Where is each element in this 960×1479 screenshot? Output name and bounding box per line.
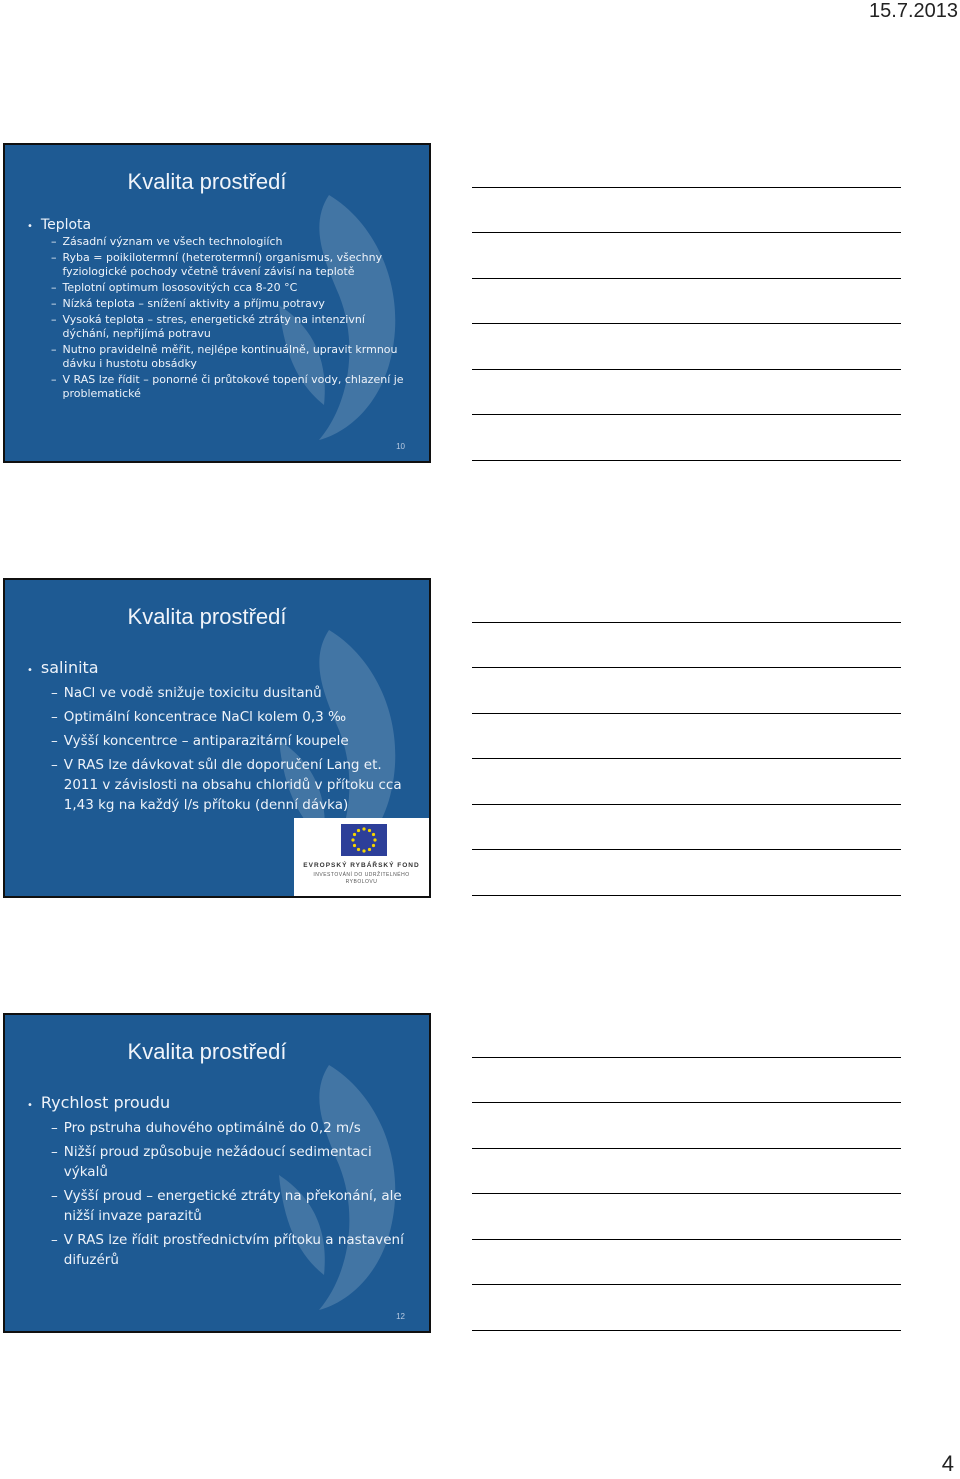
- note-line: [472, 1330, 901, 1331]
- note-line: [472, 1239, 901, 1240]
- sub-item: – Pro pstruha duhového optimálně do 0,2 m/s: [51, 1120, 361, 1136]
- note-line: [472, 849, 901, 850]
- note-line: [472, 323, 901, 324]
- page-number: 4: [941, 1451, 954, 1476]
- slide-2: [3, 578, 431, 898]
- bullet-item: • Teplota: [27, 217, 92, 233]
- note-line: [472, 622, 901, 623]
- note-line: [472, 1148, 901, 1149]
- eu-flag-icon: [341, 824, 387, 856]
- note-line: [472, 232, 901, 233]
- note-line: [472, 667, 901, 668]
- note-line: [472, 1193, 901, 1194]
- slide-body: [27, 217, 407, 403]
- note-line: [472, 1102, 901, 1103]
- logo-line-2: INVESTOVÁNÍ DO UDRŽITELNÉHO RYBOLOVU: [313, 872, 410, 885]
- sub-item: – Vysoká teplota – stres, energetické ztráty na intenzivní dýchání, nepřijímá potravu: [51, 313, 365, 340]
- note-line: [472, 758, 901, 759]
- sub-item: – Zásadní význam ve všech technologiích: [51, 235, 283, 248]
- logo-line-1: EVROPSKÝ RYBÁŘSKÝ FOND: [303, 862, 420, 869]
- slide-body: [27, 1093, 407, 1274]
- print-date: 15.7.2013: [869, 0, 958, 22]
- sub-item: – Optimální koncentrace NaCl kolem 0,3 ‰: [51, 709, 347, 725]
- note-line: [472, 713, 901, 714]
- note-line: [472, 1057, 901, 1058]
- note-line: [472, 1284, 901, 1285]
- slide-title: Kvalita prostředí: [127, 169, 287, 194]
- sub-item: – Teplotní optimum lososovitých cca 8-20 °C: [51, 281, 298, 294]
- sub-item: – V RAS lze řídit – ponorné či průtokové topení vody, chlazení je problematické: [51, 373, 404, 400]
- slide-body: [27, 658, 407, 819]
- sub-item: – Nutno pravidelně měřit, nejlépe kontinuálně, upravit krmnou dávku i hustotu obsádky: [51, 343, 398, 370]
- bullet-item: • Rychlost proudu: [27, 1093, 171, 1112]
- slide-1: [3, 143, 431, 463]
- note-line: [472, 804, 901, 805]
- note-line: [472, 460, 901, 461]
- sub-item: – Nižší proud způsobuje nežádoucí sedimentaci výkalů: [51, 1144, 372, 1180]
- note-line: [472, 895, 901, 896]
- sub-item: – V RAS lze dávkovat sůl dle doporučení Lang et. 2011 v závislosti na obsahu chloridů v přítoku cca 1,43 kg na každý l/s přítoku (denní dávka): [51, 757, 402, 813]
- sub-item: – Nízká teplota – snížení aktivity a příjmu potravy: [51, 297, 325, 310]
- sub-item: – Vyšší koncentrce – antiparazitární koupele: [51, 733, 349, 749]
- slide-3: [3, 1013, 431, 1333]
- note-line: [472, 369, 901, 370]
- bullet-item: • salinita: [27, 658, 99, 677]
- slide-number: 10: [396, 442, 405, 451]
- slide-title: Kvalita prostředí: [127, 604, 287, 629]
- slide-title: Kvalita prostředí: [127, 1039, 287, 1064]
- sub-item: – Ryba = poikilotermní (heterotermní) organismus, všechny fyziologické pochody včetně trávení závisí na teplotě: [51, 251, 383, 278]
- note-line: [472, 278, 901, 279]
- eu-fisheries-fund-logo: [294, 818, 429, 896]
- note-line: [472, 187, 901, 188]
- sub-item: – V RAS lze řídit prostřednictvím přítoku a nastavení difuzérů: [51, 1232, 404, 1268]
- note-line: [472, 414, 901, 415]
- sub-item: – Vyšší proud – energetické ztráty na překonání, ale nižší invaze parazitů: [51, 1188, 402, 1224]
- slide-number: 12: [396, 1312, 405, 1321]
- sub-item: – NaCl ve vodě snižuje toxicitu dusitanů: [51, 685, 322, 701]
